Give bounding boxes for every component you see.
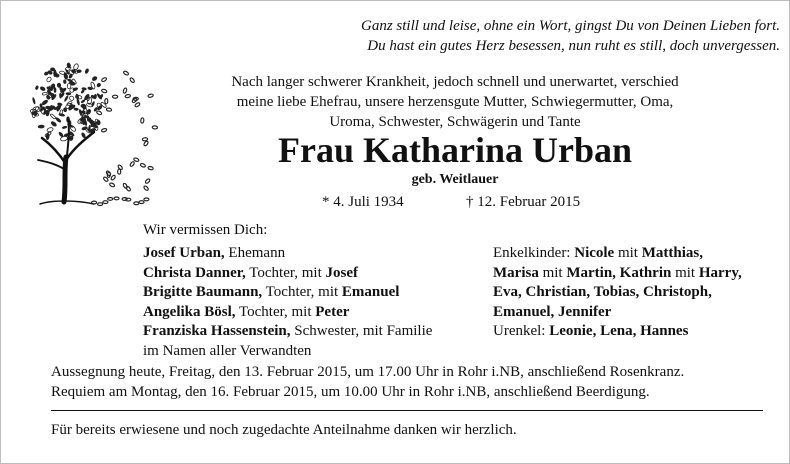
- member-partner: Emanuel: [341, 284, 400, 300]
- divider: [51, 410, 763, 411]
- intro-line: Uroma, Schwester, Schwägerin und Tante: [329, 114, 581, 130]
- great-grandchildren-names: Leonie, Lena, Hannes: [549, 323, 689, 339]
- family-member: [143, 322, 432, 342]
- member-name: Franziska Hassenstein,: [143, 323, 291, 339]
- death-date: † 12. Februar 2015: [466, 194, 581, 210]
- connector: mit: [671, 264, 699, 281]
- grandchild-name: Emanuel, Jennifer: [493, 303, 612, 320]
- grandchildren-line: [493, 283, 742, 303]
- member-relation: Ehemann: [224, 245, 286, 261]
- member-relation: Tochter, mit: [235, 303, 316, 320]
- grandchild-name: Marisa: [493, 264, 539, 281]
- member-partner: Josef: [325, 264, 359, 281]
- grandchild-name: Martin, Kathrin: [566, 264, 672, 281]
- great-grandchildren-line: [493, 322, 742, 342]
- family-list: [143, 244, 432, 361]
- member-partner: Peter: [315, 303, 350, 320]
- service-info: [51, 362, 781, 402]
- family-member: [143, 303, 432, 323]
- verse-line: Du hast ein gutes Herz besessen, nun ruht es still, doch unvergessen.: [367, 38, 780, 54]
- family-member: [143, 244, 432, 264]
- member-name: Brigitte Baumann,: [143, 284, 263, 300]
- thanks-text: Für bereits erwiesene und noch zugedachte Anteilnahme danken wir herzlich.: [51, 422, 517, 438]
- grandchildren-line: [493, 264, 742, 284]
- member-name: Josef Urban,: [143, 245, 225, 261]
- tree-icon: [28, 52, 158, 214]
- grandchild-name: Nicole: [574, 245, 615, 261]
- grandchild-name: Eva, Christian, Tobias, Christoph,: [493, 284, 712, 300]
- member-relation: Tochter, mit: [245, 264, 326, 281]
- connector: mit: [538, 264, 567, 281]
- member-name: Christa Danner,: [143, 264, 246, 281]
- birth-date: * 4. Juli 1934: [322, 194, 404, 210]
- birth-name: geb. Weitlauer: [411, 172, 499, 187]
- great-grandchildren-label: Urenkel:: [493, 323, 550, 339]
- grandchildren-line: [493, 244, 742, 264]
- grandchild-name: Matthias,: [641, 245, 703, 261]
- verse: [260, 16, 780, 56]
- grandchildren-label: Enkelkinder:: [493, 245, 575, 261]
- member-relation: Tochter, mit: [262, 284, 342, 300]
- intro-line: meine liebe Ehefrau, unsere herzensgute Mutter, Schwiegermutter, Oma,: [236, 94, 674, 110]
- member-name: Angelika Bösl,: [143, 303, 236, 320]
- family-footer: im Namen aller Verwandten: [143, 342, 312, 359]
- deceased-name: Frau Katharina Urban: [277, 130, 633, 170]
- connector: mit: [614, 245, 642, 261]
- grandchildren-list: [493, 244, 742, 342]
- grandchild-name: Harry,: [698, 264, 742, 281]
- intro-text: [150, 72, 760, 132]
- family-member: [143, 264, 432, 284]
- service-line: Requiem am Montag, den 16. Februar 2015, um 10.00 Uhr in Rohr i.NB, anschließend Beerdigung.: [51, 384, 650, 400]
- family-member: [143, 283, 432, 303]
- intro-line: Nach langer schwerer Krankheit, jedoch schnell und unerwartet, verschied: [231, 74, 679, 90]
- verse-line: Ganz still und leise, ohne ein Wort, gingst Du von Deinen Lieben fort.: [361, 18, 780, 34]
- mourners-heading: Wir vermissen Dich:: [143, 222, 268, 238]
- grandchildren-line: [493, 303, 742, 323]
- member-relation: Schwester, mit Familie: [290, 323, 433, 339]
- service-line: Aussegnung heute, Freitag, den 13. Februar 2015, um 17.00 Uhr in Rohr i.NB, anschließend Rosenkranz.: [51, 364, 685, 380]
